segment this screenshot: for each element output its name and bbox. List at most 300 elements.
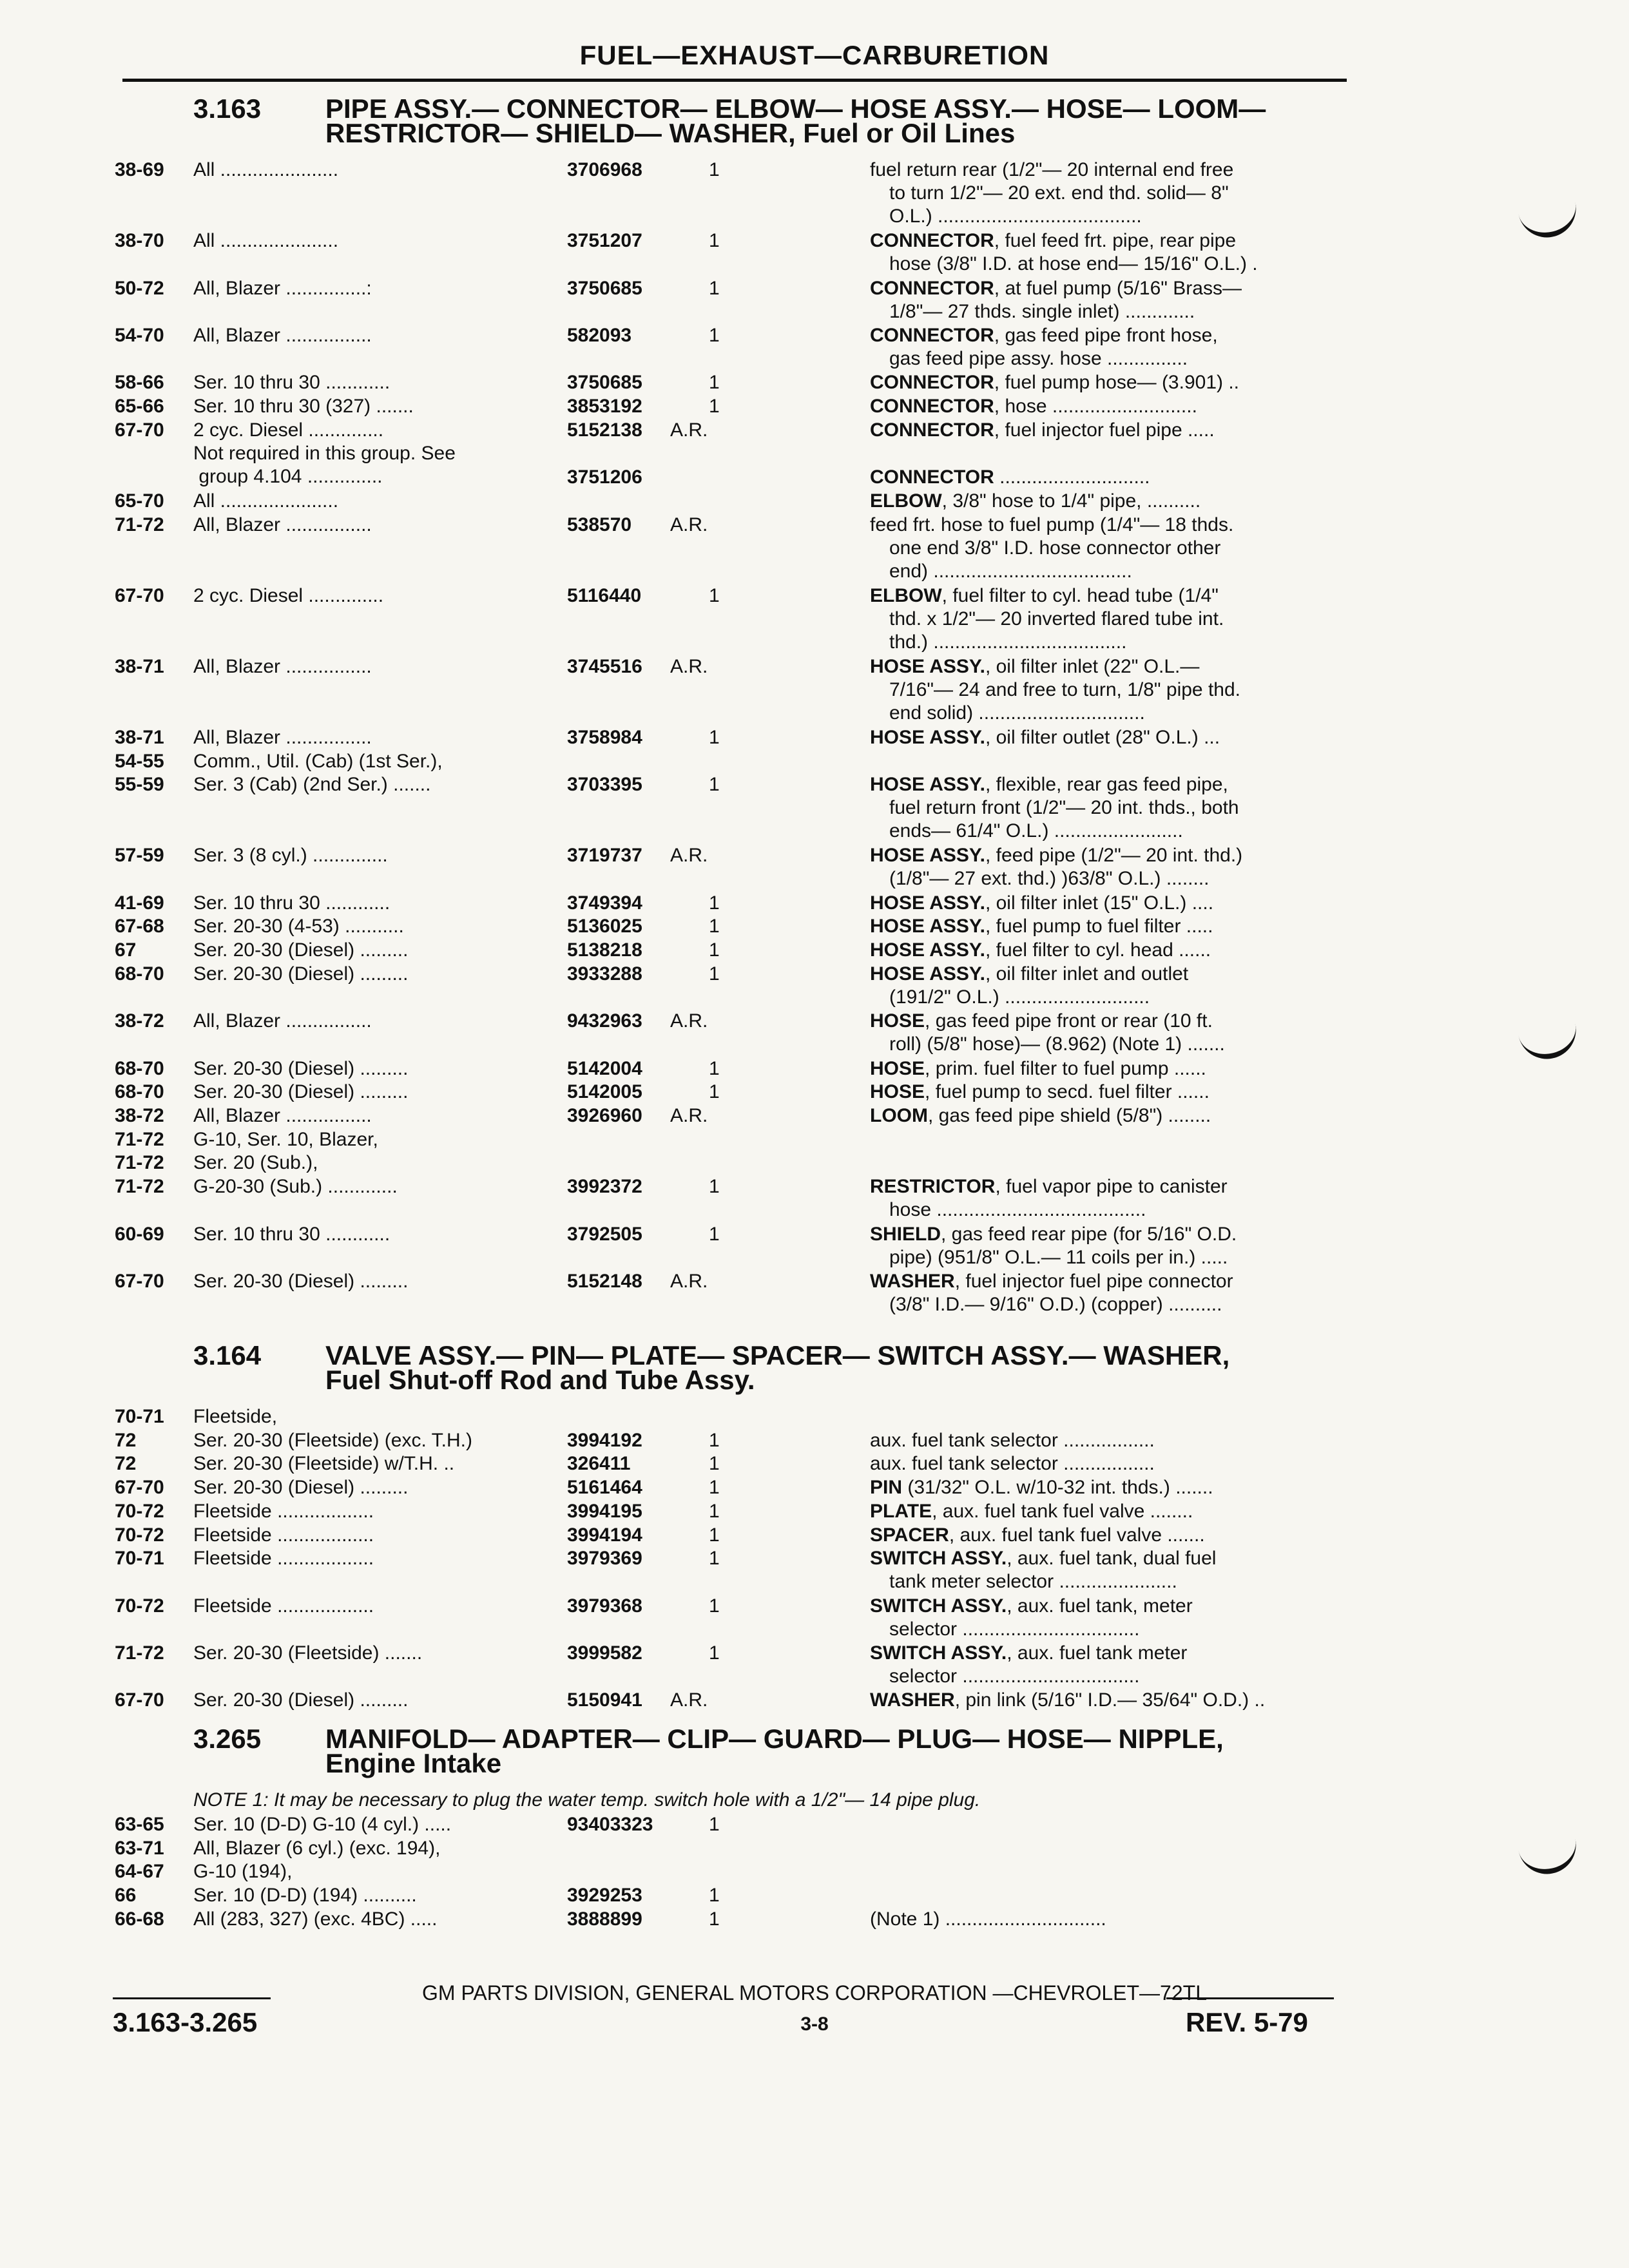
parts-row: [0, 159, 1629, 229]
model-years: 70-71: [115, 1548, 164, 1570]
parts-row: [0, 1642, 1629, 1689]
quantity: 1: [709, 1595, 720, 1617]
application: All, Blazer ................: [193, 726, 372, 748]
description: [870, 1642, 1334, 1688]
parts-row: [0, 915, 1629, 939]
footer-revision: REV. 5-79: [1186, 2007, 1308, 2037]
description-line: [870, 253, 1334, 276]
description-text: , oil filter inlet and outlet: [985, 963, 1189, 985]
description-line: [870, 796, 1334, 820]
model-years: 55-59: [115, 774, 164, 796]
part-number: 5152138: [567, 419, 642, 441]
application: Ser. 3 (8 cyl.) ..............: [193, 845, 388, 867]
parts-row: [0, 371, 1629, 395]
description-text: , hose ...........................: [994, 396, 1197, 417]
parts-row: [0, 1908, 1629, 1932]
part-keyword: SWITCH ASSY.: [870, 1548, 1007, 1570]
application: Fleetside ..................: [193, 1500, 374, 1522]
description-line: [870, 466, 1334, 489]
quantity: 1: [709, 1477, 720, 1499]
description-line: [870, 1476, 1334, 1499]
model-years: 68-70: [115, 963, 164, 985]
part-keyword: CONNECTOR: [870, 230, 994, 252]
section-number: 3.163: [193, 93, 262, 124]
part-number: 3758984: [567, 726, 642, 748]
description-text: 1/8"— 27 thds. single inlet) .............: [889, 300, 1195, 322]
model-years: 72: [115, 1453, 137, 1475]
description-line: [870, 324, 1334, 347]
parts-row: [0, 1175, 1629, 1222]
model-years: 71-72: [115, 1176, 164, 1198]
model-years: 38-69: [115, 159, 164, 180]
description-line: [870, 1010, 1334, 1033]
model-years: 63-65: [115, 1814, 164, 1835]
application: Fleetside ..................: [193, 1524, 374, 1546]
quantity: 1: [709, 892, 720, 914]
description-line: [870, 1595, 1334, 1618]
description-text: , fuel injector fuel pipe connector: [954, 1270, 1233, 1292]
description-line: [870, 963, 1334, 986]
part-number: 3979369: [567, 1548, 642, 1570]
description: [870, 584, 1334, 654]
model-years: 67-70: [115, 1477, 164, 1499]
quantity: A.R.: [670, 655, 708, 677]
description-text: , aux. fuel tank, dual fuel: [1007, 1548, 1217, 1570]
part-number: 3750685: [567, 372, 642, 394]
description-text: pipe) (951/8" O.L.— 11 coils per in.) .....: [889, 1246, 1228, 1268]
part-number: 3926960: [567, 1105, 642, 1126]
parts-row: [0, 1547, 1629, 1594]
application: Ser. 20-30 (4-53) ...........: [193, 916, 404, 937]
description: [870, 773, 1334, 843]
part-keyword: HOSE ASSY.: [870, 655, 985, 677]
description-line: [870, 159, 1334, 182]
quantity: 1: [709, 726, 720, 748]
description: [870, 490, 1334, 513]
description-line: [870, 371, 1334, 394]
part-number: 3749394: [567, 892, 642, 914]
part-number: 5161464: [567, 1477, 642, 1499]
quantity: 1: [709, 1057, 720, 1079]
model-years: 38-71: [115, 726, 164, 748]
parts-row: [0, 1057, 1629, 1081]
description-line: [870, 300, 1334, 323]
description: [870, 1057, 1334, 1081]
part-number: 93403323: [567, 1814, 653, 1835]
description: [870, 395, 1334, 418]
description: [870, 1689, 1334, 1712]
application: Ser. 20-30 (Diesel) .........: [193, 1081, 409, 1103]
description-text: , gas feed pipe front hose,: [994, 324, 1218, 346]
description-line: [870, 1689, 1334, 1712]
application: Ser. 10 (D-D) (194) ..........: [193, 1885, 417, 1907]
parts-row: [0, 514, 1629, 584]
model-years: 50-72: [115, 277, 164, 299]
model-years: 70-72: [115, 1595, 164, 1617]
model-years: 72: [115, 1429, 137, 1451]
quantity: 1: [709, 277, 720, 299]
description-line: [870, 892, 1334, 915]
part-keyword: SHIELD: [870, 1223, 941, 1245]
quantity: 1: [709, 1548, 720, 1570]
quantity: 1: [709, 372, 720, 394]
part-number: 5142005: [567, 1081, 642, 1103]
description-line: [870, 347, 1334, 370]
description-line: [870, 1642, 1334, 1665]
description-text: to turn 1/2"— 20 ext. end thd. solid— 8": [889, 182, 1229, 204]
parts-row: [0, 1151, 1629, 1175]
application: 2 cyc. Diesel ..............: [193, 419, 384, 441]
description-line: [870, 1198, 1334, 1222]
part-number: 5136025: [567, 916, 642, 937]
parts-row: [0, 1081, 1629, 1104]
section-title-line-2: Fuel Shut-off Rod and Tube Assy.: [325, 1365, 755, 1395]
description-line: [870, 1223, 1334, 1246]
part-number: 5150941: [567, 1689, 642, 1711]
description-line: [870, 867, 1334, 890]
quantity: 1: [709, 1176, 720, 1198]
description-text: selector .................................: [889, 1666, 1140, 1687]
description-text: , fuel feed frt. pipe, rear pipe: [994, 230, 1237, 252]
quantity: 1: [709, 774, 720, 796]
model-years: 67-70: [115, 1270, 164, 1292]
part-keyword: CONNECTOR: [870, 419, 994, 441]
description-text: thd.) ....................................: [889, 631, 1127, 653]
part-number: 3994195: [567, 1500, 642, 1522]
quantity: 1: [709, 1885, 720, 1907]
application: Ser. 10 thru 30 (327) .......: [193, 396, 414, 417]
description-text: , fuel filter to cyl. head ......: [985, 939, 1211, 961]
description-line: [870, 608, 1334, 631]
application: All, Blazer ................: [193, 1010, 372, 1032]
application: All, Blazer ................: [193, 514, 372, 535]
application: Comm., Util. (Cab) (1st Ser.),: [193, 750, 443, 772]
description-text: (31/32" O.L. w/10-32 int. thds.) .......: [902, 1477, 1213, 1499]
description: [870, 159, 1334, 228]
part-keyword: ELBOW: [870, 490, 942, 512]
application: Ser. 10 thru 30 ............: [193, 1223, 390, 1245]
quantity: A.R.: [670, 1105, 708, 1126]
part-keyword: WASHER: [870, 1270, 955, 1292]
description-text: , fuel filter to cyl. head tube (1/4": [941, 584, 1219, 606]
description-text: feed frt. hose to fuel pump (1/4"— 18 thds.: [870, 514, 1234, 535]
description: [870, 514, 1334, 583]
parts-row: [0, 1010, 1629, 1057]
application: G-20-30 (Sub.) .............: [193, 1176, 398, 1198]
application: Ser. 20-30 (Fleetside) w/T.H. ..: [193, 1453, 455, 1475]
parts-row: [0, 1405, 1629, 1429]
model-years: 68-70: [115, 1081, 164, 1103]
description-text: , fuel pump to secd. fuel filter ......: [925, 1081, 1210, 1103]
parts-row: [0, 1689, 1629, 1713]
description-line: [870, 1570, 1334, 1593]
part-number: 538570: [567, 514, 632, 535]
part-keyword: HOSE: [870, 1057, 925, 1079]
part-number: 3888899: [567, 1908, 642, 1930]
description-line: [870, 560, 1334, 583]
part-number: 5116440: [567, 584, 642, 606]
quantity: A.R.: [670, 1270, 708, 1292]
description-text: , gas feed rear pipe (for 5/16" O.D.: [941, 1223, 1237, 1245]
part-keyword: HOSE: [870, 1010, 925, 1032]
description-line: [870, 986, 1334, 1009]
model-years: 67-70: [115, 1689, 164, 1711]
parts-row: [0, 1128, 1629, 1152]
description: [870, 1908, 1334, 1931]
description: [870, 1524, 1334, 1547]
description-line: [870, 1452, 1334, 1475]
part-keyword: HOSE ASSY.: [870, 845, 985, 867]
application: 2 cyc. Diesel ..............: [193, 584, 384, 606]
description-line: [870, 702, 1334, 725]
part-number: 3751206: [567, 466, 642, 488]
parts-row: [0, 1524, 1629, 1548]
description-text: , fuel pump hose— (3.901) ..: [994, 372, 1239, 394]
description-line: [870, 1547, 1334, 1570]
part-number: 5142004: [567, 1057, 642, 1079]
description-text: ............................: [994, 466, 1150, 488]
application: Fleetside,: [193, 1406, 278, 1427]
description-line: [870, 182, 1334, 205]
description-text: , oil filter inlet (15" O.L.) ....: [985, 892, 1214, 914]
description: [870, 655, 1334, 725]
description-text: , feed pipe (1/2"— 20 int. thd.): [985, 845, 1243, 867]
part-number: 3994194: [567, 1524, 642, 1546]
section-title: [325, 1340, 1356, 1395]
part-number: 3992372: [567, 1176, 642, 1198]
description-line: [870, 1500, 1334, 1523]
section-title-line-1: MANIFOLD— ADAPTER— CLIP— GUARD— PLUG— HOSE— NIPPLE,: [325, 1724, 1224, 1754]
section-title-line-1: VALVE ASSY.— PIN— PLATE— SPACER— SWITCH ASSY.— WASHER,: [325, 1340, 1230, 1370]
description-text: selector .................................: [889, 1618, 1140, 1640]
section-title-line-1: PIPE ASSY.— CONNECTOR— ELBOW— HOSE ASSY.— HOSE— LOOM—: [325, 93, 1266, 124]
description-text: gas feed pipe assy. hose ...............: [889, 347, 1188, 369]
parts-row: [0, 750, 1629, 774]
description-line: [870, 773, 1334, 796]
description-text: , 3/8" hose to 1/4" pipe, ..........: [941, 490, 1201, 512]
description: [870, 915, 1334, 938]
application: All, Blazer (6 cyl.) (exc. 194),: [193, 1837, 441, 1859]
description: [870, 844, 1334, 890]
part-keyword: HOSE ASSY.: [870, 774, 985, 796]
quantity: A.R.: [670, 1689, 708, 1711]
parts-row: [0, 773, 1629, 844]
model-years: 60-69: [115, 1223, 164, 1245]
part-keyword: HOSE ASSY.: [870, 892, 985, 914]
parts-row: [0, 1270, 1629, 1317]
part-keyword: CONNECTOR: [870, 372, 994, 394]
description-text: , aux. fuel tank fuel valve .......: [949, 1524, 1205, 1546]
footer-publisher: GM PARTS DIVISION, GENERAL MOTORS CORPORATION —CHEVROLET—72TL: [422, 1981, 1207, 2004]
description: [870, 1500, 1334, 1523]
quantity: 1: [709, 324, 720, 346]
model-years: 66: [115, 1885, 137, 1907]
description-line: [870, 419, 1334, 442]
footer-page-number: 3-8: [800, 2013, 829, 2035]
model-years: 64-67: [115, 1861, 164, 1883]
part-keyword: HOSE ASSY.: [870, 939, 985, 961]
description-text: , fuel injector fuel pipe .....: [994, 419, 1215, 441]
parts-row: [0, 1452, 1629, 1476]
parts-row: [0, 395, 1629, 419]
model-years: 71-72: [115, 1152, 164, 1174]
part-number: 3999582: [567, 1642, 642, 1664]
parts-row: [0, 584, 1629, 655]
description-text: fuel return front (1/2"— 20 int. thds., both: [889, 797, 1239, 819]
application: Ser. 20-30 (Diesel) .........: [193, 1477, 409, 1499]
description-text: one end 3/8" I.D. hose connector other: [889, 537, 1221, 559]
description-text: , aux. fuel tank fuel valve ........: [932, 1500, 1193, 1522]
description-line: [870, 490, 1334, 513]
model-years: 38-70: [115, 230, 164, 252]
model-years: 67: [115, 939, 137, 961]
description: [870, 1270, 1334, 1316]
part-number: 326411: [567, 1453, 631, 1475]
part-number: 5138218: [567, 939, 642, 961]
description-line: [870, 1429, 1334, 1452]
application: Ser. 20-30 (Diesel) .........: [193, 1270, 409, 1292]
part-number: 3750685: [567, 277, 642, 299]
quantity: 1: [709, 230, 720, 252]
page-header-title: FUEL—EXHAUST—CARBURETION: [579, 40, 1050, 70]
model-years: 63-71: [115, 1837, 164, 1859]
application: G-10, Ser. 10, Blazer,: [193, 1128, 378, 1150]
application: Ser. 20-30 (Diesel) .........: [193, 939, 409, 961]
parts-row: [0, 844, 1629, 891]
section-title-line-2: Engine Intake: [325, 1748, 502, 1778]
part-number: 9432963: [567, 1010, 642, 1032]
application: Ser. 10 thru 30 ............: [193, 892, 390, 914]
quantity: 1: [709, 1814, 720, 1835]
quantity: 1: [709, 1524, 720, 1546]
description-text: , oil filter outlet (28" O.L.) ...: [985, 726, 1220, 748]
model-years: 57-59: [115, 845, 164, 867]
part-keyword: HOSE ASSY.: [870, 726, 985, 748]
description-text: , oil filter inlet (22" O.L.—: [985, 655, 1200, 677]
description: [870, 371, 1334, 394]
description-text: aux. fuel tank selector .................: [870, 1429, 1155, 1451]
description-line: [870, 514, 1334, 537]
model-years: 38-72: [115, 1105, 164, 1126]
model-years: 70-72: [115, 1500, 164, 1522]
description-line: [870, 678, 1334, 702]
quantity: 1: [709, 159, 720, 180]
model-years: 71-72: [115, 1128, 164, 1150]
application: All (283, 327) (exc. 4BC) .....: [193, 1908, 438, 1930]
description: [870, 1429, 1334, 1452]
description-text: 7/16"— 24 and free to turn, 1/8" pipe thd.: [889, 678, 1240, 700]
part-number: 3979368: [567, 1595, 642, 1617]
part-number: 3719737: [567, 845, 642, 867]
part-number: 582093: [567, 324, 632, 346]
description: [870, 892, 1334, 915]
quantity: 1: [709, 1453, 720, 1475]
part-keyword: CONNECTOR: [870, 396, 994, 417]
parts-row: [0, 1860, 1629, 1884]
model-years: 67-68: [115, 916, 164, 937]
description-text: aux. fuel tank selector .................: [870, 1453, 1155, 1475]
description: [870, 229, 1334, 276]
description-line: [870, 1057, 1334, 1081]
model-years: 54-70: [115, 324, 164, 346]
application: All, Blazer ................: [193, 324, 372, 346]
part-number: 3792505: [567, 1223, 642, 1245]
parts-row: [0, 963, 1629, 1010]
description-text: end) .....................................: [889, 560, 1132, 582]
description-text: , pin link (5/16" I.D.— 35/64" O.D.) ..: [954, 1689, 1266, 1711]
description: [870, 963, 1334, 1009]
quantity: A.R.: [670, 845, 708, 867]
part-keyword: RESTRICTOR: [870, 1176, 996, 1198]
parts-row: [0, 1837, 1629, 1861]
part-keyword: CONNECTOR: [870, 277, 994, 299]
quantity: 1: [709, 1429, 720, 1451]
description-text: fuel return rear (1/2"— 20 internal end free: [870, 159, 1234, 180]
description-line: [870, 277, 1334, 300]
description: [870, 466, 1334, 489]
part-number: 3706968: [567, 159, 642, 180]
description-line: [870, 1293, 1334, 1316]
description-line: [870, 1524, 1334, 1547]
model-years: 65-70: [115, 490, 164, 512]
model-years: 67-70: [115, 419, 164, 441]
description-text: , prim. fuel filter to fuel pump ......: [925, 1057, 1206, 1079]
parts-row: [0, 939, 1629, 963]
model-years: 58-66: [115, 372, 164, 394]
parts-row: [0, 1476, 1629, 1500]
description: [870, 1452, 1334, 1475]
model-years: 70-71: [115, 1406, 164, 1427]
description: [870, 419, 1334, 442]
description-line: [870, 229, 1334, 253]
parts-row: [0, 324, 1629, 371]
footer-section-range: 3.163-3.265: [113, 2007, 258, 2037]
application: Ser. 20-30 (Diesel) .........: [193, 963, 409, 985]
part-keyword: PIN: [870, 1477, 903, 1499]
application: G-10 (194),: [193, 1861, 293, 1883]
description-text: tank meter selector ......................: [889, 1571, 1177, 1593]
quantity: 1: [709, 1081, 720, 1103]
description-text: , aux. fuel tank meter: [1007, 1642, 1188, 1664]
application: Ser. 20 (Sub.),: [193, 1152, 318, 1174]
description-text: hose .......................................: [889, 1199, 1146, 1221]
parts-row: [0, 892, 1629, 916]
application: Fleetside ..................: [193, 1595, 374, 1617]
model-years: 70-72: [115, 1524, 164, 1546]
parts-row: [0, 229, 1629, 276]
description: [870, 1476, 1334, 1499]
description-line: [870, 205, 1334, 228]
part-number: 3929253: [567, 1885, 642, 1907]
application: Ser. 20-30 (Fleetside) (exc. T.H.): [193, 1429, 472, 1451]
model-years: 68-70: [115, 1057, 164, 1079]
description: [870, 939, 1334, 962]
part-keyword: LOOM: [870, 1105, 928, 1126]
quantity: 1: [709, 963, 720, 985]
part-keyword: SWITCH ASSY.: [870, 1595, 1007, 1617]
description-line: [870, 1081, 1334, 1104]
model-years: 41-69: [115, 892, 164, 914]
description-text: hose (3/8" I.D. at hose end— 15/16" O.L.) .: [889, 253, 1258, 275]
description-line: [870, 915, 1334, 938]
application: All ......................: [193, 230, 339, 252]
parts-row: [0, 419, 1629, 443]
parts-row: [0, 490, 1629, 514]
model-years: 71-72: [115, 514, 164, 535]
part-keyword: CONNECTOR: [870, 466, 994, 488]
parts-row: [0, 1223, 1629, 1270]
quantity: 1: [709, 939, 720, 961]
